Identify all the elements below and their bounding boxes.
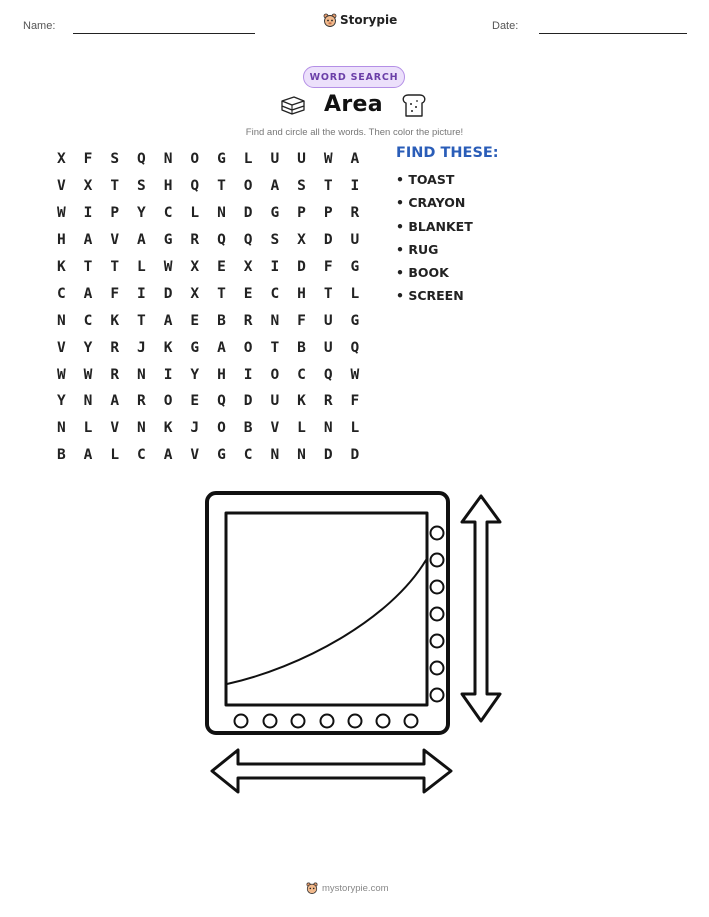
word-item: • SCREEN [396,288,464,304]
grid-letter[interactable]: K [163,420,173,437]
name-label: Name: [23,20,56,32]
grid-letter[interactable]: L [243,151,253,168]
grid-letter[interactable]: X [56,151,66,168]
grid-letter[interactable]: H [217,366,226,383]
grid-letter[interactable]: D [323,447,333,464]
grid-letter[interactable]: Q [190,178,200,195]
grid-letter[interactable]: Y [83,339,93,356]
grid-letter[interactable]: I [83,205,93,222]
grid-letter[interactable]: T [83,259,93,275]
grid-letter[interactable]: C [56,285,66,302]
grid-letter[interactable]: F [83,151,93,168]
side-buttons [431,527,444,702]
grid-letter[interactable]: G [350,259,360,275]
grid-letter[interactable]: O [243,339,253,356]
grid-letter[interactable]: W [56,366,66,383]
grid-letter[interactable]: I [270,259,280,275]
grid-letter[interactable]: E [217,259,226,275]
grid-letter[interactable]: O [190,151,200,168]
instructions: Find and circle all the words. Then color the picture! [245,127,464,138]
grid-letter[interactable]: Q [243,232,253,249]
grid-letter[interactable]: E [190,312,200,329]
grid-letter[interactable]: D [297,259,306,275]
grid-letter[interactable]: W [56,205,66,222]
grid-letter[interactable]: L [350,285,360,302]
grid-letter[interactable]: A [350,151,360,168]
grid-letter[interactable]: A [217,339,226,356]
grid-letter[interactable]: X [83,178,93,195]
grid-letter[interactable]: K [297,393,306,410]
grid-letter[interactable]: V [56,178,66,195]
grid-letter[interactable]: J [137,339,146,356]
footer-url: mystorypie.com [322,882,389,894]
grid-letter[interactable]: R [190,232,200,249]
word-search-badge: WORD SEARCH [303,66,405,88]
grid-letter[interactable]: B [217,312,226,329]
grid-letter[interactable]: I [243,366,253,383]
grid-letter[interactable]: K [110,312,120,329]
grid-letter[interactable]: L [190,205,200,222]
grid-letter[interactable]: A [270,178,280,195]
screen-frame [207,493,448,733]
grid-letter[interactable]: C [163,205,173,222]
bottom-buttons [235,715,418,728]
grid-letter[interactable]: G [163,232,173,249]
grid-letter[interactable]: D [163,285,173,302]
grid-letter[interactable]: Y [137,205,146,222]
grid-letter[interactable]: E [190,393,200,410]
grid-letter[interactable]: O [217,420,226,437]
grid-letter[interactable]: A [163,312,173,329]
grid-letter[interactable]: T [217,285,226,302]
grid-letter[interactable]: G [217,447,226,464]
grid-letter[interactable]: O [163,393,173,410]
grid-letter[interactable]: A [137,232,146,249]
grid-letter[interactable]: V [110,232,120,249]
grid-letter[interactable]: C [270,285,280,302]
grid-letter[interactable]: L [137,259,146,275]
grid-letter[interactable]: C [83,312,93,329]
grid-letter[interactable]: F [110,285,120,302]
grid-letter[interactable]: S [137,178,146,195]
grid-letter[interactable]: F [323,259,333,275]
grid-letter[interactable]: H [56,232,66,249]
grid-letter[interactable]: Q [323,366,333,383]
page-title: Area [324,92,383,117]
grid-letter[interactable]: L [297,420,306,437]
brand-name: Storypie [340,13,398,27]
grid-letter[interactable]: X [243,259,253,275]
horizontal-arrow-icon [212,750,451,792]
footer [306,881,389,895]
grid-letter[interactable]: D [243,205,253,222]
grid-letter[interactable]: T [323,178,333,195]
grid-letter[interactable]: I [350,178,360,195]
date-label: Date: [492,20,519,32]
grid-letter[interactable]: T [110,178,120,195]
grid-letter[interactable]: Q [137,151,146,168]
grid-letter[interactable]: W [323,151,333,168]
grid-letter[interactable]: U [323,312,333,329]
grid-letter[interactable]: H [163,178,173,195]
grid-letter[interactable]: X [190,285,200,302]
grid-letter[interactable]: U [297,151,306,168]
grid-letter[interactable]: D [243,393,253,410]
grid-letter[interactable]: C [137,447,146,464]
grid-letter[interactable]: A [83,447,93,464]
grid-letter[interactable]: F [297,312,306,329]
grid-letter[interactable]: B [243,420,253,437]
word-item: • CRAYON [396,195,466,211]
grid-letter[interactable]: I [137,285,146,302]
find-these-heading: FIND THESE: [396,145,499,161]
grid-letter[interactable]: D [323,232,333,249]
grid-letter[interactable]: D [350,447,360,464]
grid-letter[interactable]: V [56,339,66,356]
grid-letter[interactable]: N [270,312,280,329]
grid-letter[interactable]: B [297,339,306,356]
grid-letter[interactable]: Q [350,339,360,356]
grid-letter[interactable]: T [217,178,226,195]
word-item: • BOOK [396,265,449,281]
grid-letter[interactable]: N [56,312,66,329]
grid-letter[interactable]: Q [217,393,226,410]
grid-letter[interactable]: C [243,447,253,464]
grid-letter[interactable]: T [137,312,146,329]
grid-letter[interactable]: N [83,393,93,410]
grid-letter[interactable]: R [110,366,120,383]
grid-letter[interactable]: T [270,339,280,356]
grid-letter[interactable]: V [270,420,280,437]
grid-letter[interactable]: N [56,420,66,437]
grid-letter[interactable]: U [270,151,280,168]
grid-letter[interactable]: U [323,339,333,356]
grid-letter[interactable]: A [110,393,120,410]
grid-letter[interactable]: P [297,205,306,222]
grid-letter[interactable]: K [56,259,66,275]
grid-letter[interactable]: R [323,393,333,410]
grid-letter[interactable]: R [243,312,253,329]
grid-letter[interactable]: A [83,232,93,249]
grid-letter[interactable]: W [350,366,360,383]
grid-letter[interactable]: N [137,420,146,437]
grid-letter[interactable]: N [297,447,306,464]
grid-letter[interactable]: C [297,366,306,383]
grid-letter[interactable]: S [297,178,306,195]
grid-letter[interactable]: S [110,151,120,168]
word-item: • TOAST [396,172,455,187]
grid-letter[interactable]: T [323,285,333,302]
grid-letter[interactable]: I [163,366,173,383]
grid-letter[interactable]: O [270,366,280,383]
grid-letter[interactable]: G [217,151,226,168]
grid-letter[interactable]: E [243,285,253,302]
storypie-logo-icon [306,881,318,895]
grid-letter[interactable]: P [110,205,120,222]
grid-letter[interactable]: B [56,447,66,464]
word-item: • RUG [396,241,439,257]
grid-letter[interactable]: A [163,447,173,464]
grid-letter[interactable]: N [217,205,226,222]
grid-letter[interactable]: L [350,420,360,437]
grid-letter[interactable]: F [350,393,360,410]
word-item: • BLANKET [396,218,473,234]
grid-letter[interactable]: S [270,232,280,249]
grid-letter[interactable]: V [190,447,200,464]
grid-letter[interactable]: K [163,339,173,356]
grid-letter[interactable]: N [163,151,173,168]
grid-letter[interactable]: R [350,205,360,222]
grid-letter[interactable]: U [270,393,280,410]
grid-letter[interactable]: L [83,420,93,437]
grid-letter[interactable]: W [83,366,93,383]
grid-letter[interactable]: G [270,205,280,222]
grid-letter[interactable]: R [110,339,120,356]
grid-letter[interactable]: R [137,393,146,410]
grid-letter[interactable]: V [110,420,120,437]
grid-letter[interactable]: N [270,447,280,464]
grid-letter[interactable]: W [163,259,173,275]
vertical-arrow-icon [462,496,500,721]
grid-letter[interactable]: T [110,259,120,275]
grid-letter[interactable]: X [190,259,200,275]
grid-letter[interactable]: X [297,232,306,249]
grid-letter[interactable]: G [350,312,360,329]
grid-letter[interactable]: N [137,366,146,383]
grid-letter[interactable]: P [323,205,333,222]
screen-curve [227,560,426,684]
grid-letter[interactable]: H [297,285,306,302]
grid-letter[interactable]: L [110,447,120,464]
grid-letter[interactable]: Y [56,393,66,410]
grid-letter[interactable]: G [190,339,200,356]
grid-letter[interactable]: U [350,232,360,249]
grid-letter[interactable]: J [190,420,200,437]
grid-letter[interactable]: O [243,178,253,195]
grid-letter[interactable]: Y [190,366,200,383]
grid-letter[interactable]: A [83,285,93,302]
grid-letter[interactable]: N [323,420,333,437]
grid-letter[interactable]: Q [217,232,226,249]
